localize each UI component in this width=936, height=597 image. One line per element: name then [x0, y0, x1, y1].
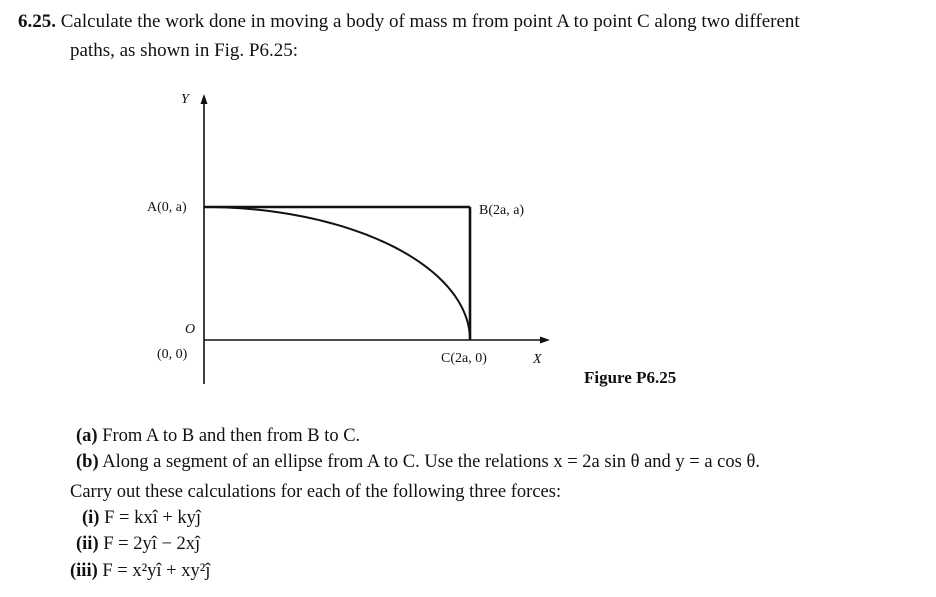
- force-i-expr: F = kxî + kyĵ: [104, 508, 202, 528]
- force-iii-label: (iii): [70, 561, 98, 581]
- force-iii: [70, 560, 210, 582]
- force-ii-expr: F = 2yî − 2xĵ: [103, 534, 201, 554]
- part-a-label: (a): [76, 426, 98, 446]
- force-i-label: (i): [82, 508, 100, 528]
- axis-y-label: Y: [181, 92, 189, 107]
- force-i: [82, 507, 201, 529]
- part-b: [76, 451, 760, 473]
- part-b-label: (b): [76, 452, 99, 472]
- path-ellipse-a-to-c: [204, 207, 470, 340]
- origin-label: O: [185, 322, 196, 337]
- part-a-text: From A to B and then from B to C.: [102, 426, 361, 446]
- instruction-text: Carry out these calculations for each of the following three forces:: [70, 482, 562, 502]
- point-a-label: A(0, a): [147, 200, 187, 215]
- problem-number: 6.25.: [18, 11, 56, 32]
- point-c-label: C(2a, 0): [441, 351, 487, 366]
- y-axis-arrow: [201, 94, 208, 104]
- point-b-label: B(2a, a): [479, 203, 525, 218]
- force-ii-label: (ii): [76, 534, 99, 554]
- force-iii-expr: F = x²yî + xy²ĵ: [102, 561, 211, 581]
- problem-text-line2: paths, as shown in Fig. P6.25:: [70, 40, 299, 61]
- problem-text-line1: Calculate the work done in moving a body of mass m from point A to point C along two different: [60, 11, 800, 32]
- part-a: [76, 425, 360, 447]
- force-ii: [76, 533, 200, 555]
- axis-x-label: X: [533, 352, 542, 367]
- part-b-text: Along a segment of an ellipse from A to C. Use the relations x = 2a sin θ and y = a cos θ.: [102, 452, 760, 472]
- origin-coords: (0, 0): [157, 347, 188, 362]
- x-axis-arrow: [540, 337, 550, 344]
- figure-caption: Figure P6.25: [584, 368, 677, 387]
